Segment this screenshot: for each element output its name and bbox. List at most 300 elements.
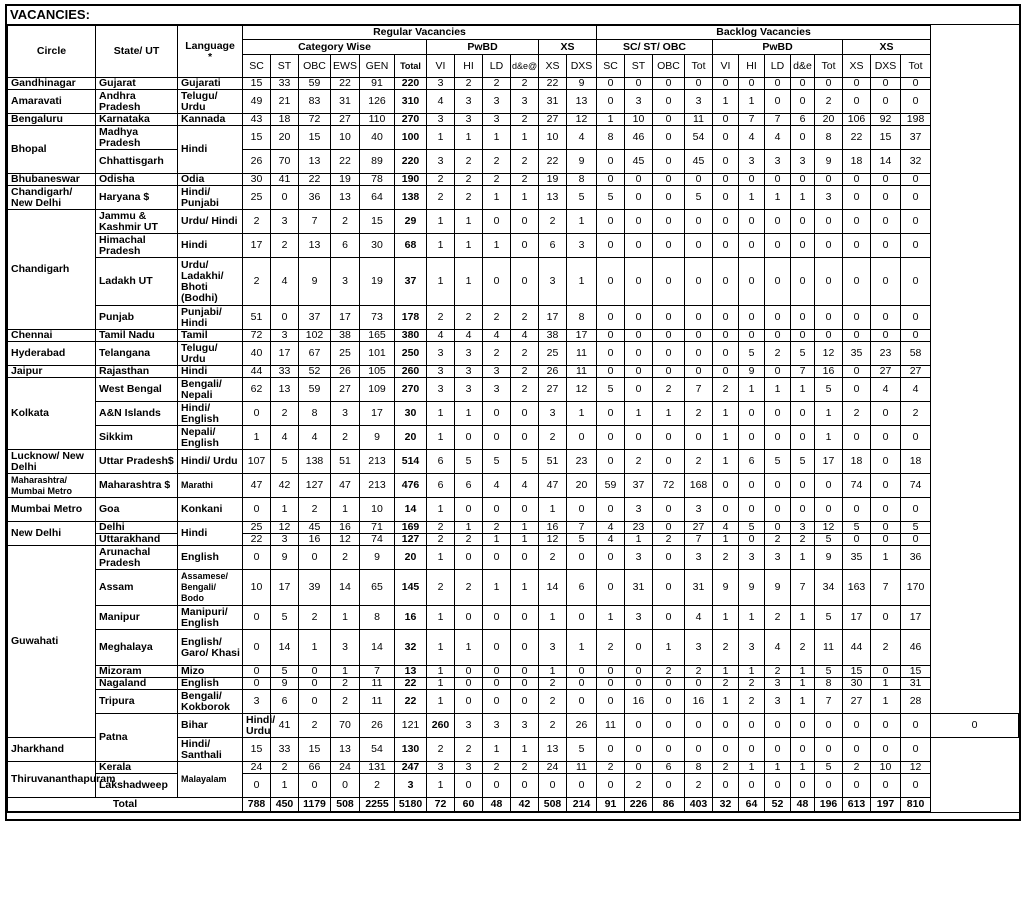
value-cell: 0 (243, 546, 271, 570)
value-cell: 17 (331, 306, 360, 330)
value-cell: 1 (625, 534, 653, 546)
value-cell: 23 (871, 342, 901, 366)
value-cell: 8 (299, 402, 331, 426)
value-cell: 3 (625, 606, 653, 630)
value-cell: 2 (483, 78, 511, 90)
total-value-cell: 1179 (299, 798, 331, 812)
value-cell: 0 (901, 234, 931, 258)
value-cell: 1 (713, 426, 739, 450)
value-cell: 3 (427, 762, 455, 774)
table-row (8, 774, 1019, 798)
value-cell: 2 (427, 306, 455, 330)
language-cell: Hindi/ Urdu (243, 714, 271, 738)
value-cell: 1 (871, 678, 901, 690)
value-cell: 0 (511, 630, 539, 666)
value-cell: 10 (539, 126, 567, 150)
value-cell: 1 (427, 126, 455, 150)
value-cell: 0 (843, 366, 871, 378)
value-cell: 2 (455, 174, 483, 186)
value-cell: 2 (427, 174, 455, 186)
value-cell: 0 (685, 258, 713, 306)
value-cell: 37 (395, 258, 427, 306)
value-cell: 2 (271, 402, 299, 426)
value-cell: 0 (871, 666, 901, 678)
value-cell: 0 (653, 426, 685, 450)
value-cell: 0 (597, 690, 625, 714)
value-cell: 1 (243, 426, 271, 450)
value-cell: 1 (713, 690, 739, 714)
value-cell: 0 (931, 714, 1019, 738)
value-cell: 1 (511, 522, 539, 534)
value-cell: 0 (597, 174, 625, 186)
value-cell: 0 (653, 546, 685, 570)
value-cell: 66 (299, 762, 331, 774)
value-cell: 2 (539, 210, 567, 234)
value-cell: 0 (653, 186, 685, 210)
value-cell: 3 (427, 342, 455, 366)
value-cell: 2 (271, 762, 299, 774)
value-cell: 1 (455, 258, 483, 306)
value-cell: 3 (765, 690, 791, 714)
table-row (8, 678, 1019, 690)
value-cell: 138 (299, 450, 331, 474)
value-cell: 3 (243, 690, 271, 714)
value-cell: 0 (455, 774, 483, 798)
language-cell: Hindi/ Urdu (178, 450, 243, 474)
value-cell: 2 (427, 186, 455, 210)
value-cell: 0 (713, 234, 739, 258)
table-row (8, 570, 1019, 606)
value-cell: 0 (739, 474, 765, 498)
value-cell: 0 (765, 258, 791, 306)
value-cell: 0 (815, 474, 843, 498)
value-cell: 11 (685, 114, 713, 126)
value-cell: 0 (653, 690, 685, 714)
total-value-cell: 196 (815, 798, 843, 812)
value-cell: 2 (713, 678, 739, 690)
value-cell: 14 (395, 498, 427, 522)
value-cell: 0 (815, 714, 843, 738)
value-cell: 6 (739, 450, 765, 474)
total-value-cell: 2255 (360, 798, 395, 812)
value-cell: 0 (653, 114, 685, 126)
value-cell: 1 (427, 234, 455, 258)
value-cell: 0 (625, 186, 653, 210)
value-cell: 9 (765, 570, 791, 606)
value-cell: 0 (597, 150, 625, 174)
value-cell: 3 (455, 90, 483, 114)
value-cell: 0 (791, 774, 815, 798)
value-cell: 0 (597, 546, 625, 570)
value-cell: 0 (871, 186, 901, 210)
value-cell: 4 (511, 330, 539, 342)
value-cell: 0 (871, 738, 901, 762)
value-cell: 0 (625, 426, 653, 450)
value-cell: 1 (713, 402, 739, 426)
value-cell: 8 (597, 126, 625, 150)
table-row (8, 522, 1019, 534)
value-cell: 213 (360, 450, 395, 474)
table-row (8, 186, 1019, 210)
value-cell: 31 (331, 90, 360, 114)
table-row (8, 546, 1019, 570)
value-cell: 20 (271, 126, 299, 150)
value-cell: 0 (653, 522, 685, 534)
state-cell: Tamil Nadu (96, 330, 178, 342)
value-cell: 105 (360, 366, 395, 378)
value-cell: 0 (625, 330, 653, 342)
value-cell: 44 (843, 630, 871, 666)
value-cell: 0 (625, 78, 653, 90)
value-cell: 5 (271, 450, 299, 474)
value-cell: 9 (739, 570, 765, 606)
value-cell: 0 (843, 210, 871, 234)
value-cell: 3 (739, 546, 765, 570)
value-cell: 1 (511, 534, 539, 546)
header-state: State/ UT (96, 26, 178, 78)
value-cell: 0 (901, 174, 931, 186)
value-cell: 2 (685, 402, 713, 426)
value-cell: 2 (685, 450, 713, 474)
total-value-cell: 197 (871, 798, 901, 812)
value-cell: 1 (511, 186, 539, 210)
value-cell: 12 (331, 534, 360, 546)
value-cell: 1 (739, 90, 765, 114)
value-cell: 18 (271, 114, 299, 126)
value-cell: 3 (511, 90, 539, 114)
value-cell: 0 (765, 366, 791, 378)
value-cell: 3 (455, 342, 483, 366)
value-cell: 0 (653, 366, 685, 378)
value-cell: 59 (299, 378, 331, 402)
value-cell: 310 (395, 90, 427, 114)
state-cell: Delhi (96, 522, 178, 534)
value-cell: 15 (843, 666, 871, 678)
value-cell: 7 (791, 366, 815, 378)
value-cell: 1 (539, 606, 567, 630)
value-cell: 3 (483, 114, 511, 126)
value-cell: 5 (567, 738, 597, 762)
value-cell: 9 (567, 150, 597, 174)
value-cell: 2 (511, 342, 539, 366)
value-cell: 0 (455, 606, 483, 630)
value-cell: 3 (539, 630, 567, 666)
value-cell: 3 (739, 150, 765, 174)
value-cell: 0 (653, 714, 685, 738)
value-cell: 0 (653, 306, 685, 330)
value-cell: 30 (360, 234, 395, 258)
value-cell: 1 (713, 666, 739, 678)
value-cell: 0 (299, 546, 331, 570)
value-cell: 0 (625, 666, 653, 678)
subheader-backlog-col: Tot (815, 55, 843, 78)
value-cell: 0 (685, 342, 713, 366)
subheader-regular-col: DXS (567, 55, 597, 78)
table-row (8, 78, 1019, 90)
value-cell: 3 (483, 378, 511, 402)
value-cell: 24 (243, 762, 271, 774)
value-cell: 2 (815, 90, 843, 114)
language-cell: Malayalam (178, 762, 243, 798)
value-cell: 0 (815, 498, 843, 522)
value-cell: 83 (299, 90, 331, 114)
circle-cell: Patna (96, 714, 178, 762)
value-cell: 0 (713, 114, 739, 126)
value-cell: 2 (597, 630, 625, 666)
value-cell: 0 (871, 330, 901, 342)
value-cell: 1 (427, 666, 455, 678)
circle-cell: Mumbai Metro (8, 498, 96, 522)
circle-cell: Bhubaneswar (8, 174, 96, 186)
value-cell: 41 (271, 174, 299, 186)
value-cell: 0 (597, 678, 625, 690)
value-cell: 2 (511, 306, 539, 330)
value-cell: 0 (653, 234, 685, 258)
value-cell: 54 (685, 126, 713, 150)
header-backlog-xs: XS (843, 40, 931, 55)
table-row (8, 426, 1019, 450)
subheader-backlog-col: OBC (653, 55, 685, 78)
value-cell: 26 (539, 366, 567, 378)
value-cell: 0 (455, 678, 483, 690)
value-cell: 0 (901, 210, 931, 234)
value-cell: 15 (243, 738, 271, 762)
subheader-backlog-col: Tot (685, 55, 713, 78)
value-cell: 0 (765, 774, 791, 798)
value-cell: 9 (299, 258, 331, 306)
value-cell: 1 (567, 258, 597, 306)
value-cell: 0 (653, 258, 685, 306)
value-cell: 9 (271, 546, 299, 570)
language-cell: Hindi/ English (178, 402, 243, 426)
value-cell: 2 (299, 498, 331, 522)
state-cell: West Bengal (96, 378, 178, 402)
value-cell: 1 (427, 426, 455, 450)
value-cell: 0 (299, 774, 331, 798)
value-cell: 2 (597, 762, 625, 774)
value-cell: 0 (791, 738, 815, 762)
total-value-cell: 86 (653, 798, 685, 812)
value-cell: 163 (843, 570, 871, 606)
value-cell: 2 (765, 606, 791, 630)
value-cell: 0 (815, 258, 843, 306)
value-cell: 8 (567, 174, 597, 186)
value-cell: 26 (243, 150, 271, 174)
value-cell: 25 (539, 342, 567, 366)
value-cell: 6 (271, 690, 299, 714)
value-cell: 4 (597, 534, 625, 546)
table-row (8, 690, 1019, 714)
value-cell: 0 (625, 258, 653, 306)
value-cell: 7 (871, 570, 901, 606)
value-cell: 92 (871, 114, 901, 126)
value-cell: 12 (901, 762, 931, 774)
value-cell: 178 (395, 306, 427, 330)
total-value-cell: 60 (455, 798, 483, 812)
value-cell: 0 (765, 738, 791, 762)
value-cell: 106 (843, 114, 871, 126)
value-cell: 3 (271, 330, 299, 342)
value-cell: 0 (843, 498, 871, 522)
value-cell: 2 (685, 666, 713, 678)
value-cell: 0 (483, 210, 511, 234)
value-cell: 3 (511, 714, 539, 738)
value-cell: 0 (791, 258, 815, 306)
value-cell: 0 (483, 426, 511, 450)
state-cell: Madhya Pradesh (96, 126, 178, 150)
value-cell: 27 (843, 690, 871, 714)
value-cell: 4 (901, 378, 931, 402)
value-cell: 0 (653, 90, 685, 114)
language-cell: Odia (178, 174, 243, 186)
value-cell: 3 (455, 114, 483, 126)
value-cell: 7 (739, 114, 765, 126)
value-cell: 31 (625, 570, 653, 606)
value-cell: 13 (539, 186, 567, 210)
value-cell: 1 (427, 210, 455, 234)
circle-cell: Bhopal (8, 126, 96, 174)
value-cell: 2 (455, 186, 483, 210)
value-cell: 45 (299, 522, 331, 534)
value-cell: 2 (483, 174, 511, 186)
value-cell: 1 (739, 606, 765, 630)
value-cell: 72 (653, 474, 685, 498)
value-cell: 0 (739, 498, 765, 522)
value-cell: 4 (597, 522, 625, 534)
value-cell: 11 (360, 678, 395, 690)
value-cell: 0 (901, 426, 931, 450)
value-cell: 0 (871, 210, 901, 234)
value-cell: 27 (685, 522, 713, 534)
value-cell: 43 (243, 114, 271, 126)
value-cell: 46 (901, 630, 931, 666)
total-value-cell: 226 (625, 798, 653, 812)
value-cell: 0 (625, 762, 653, 774)
subheader-regular-col: OBC (299, 55, 331, 78)
value-cell: 0 (511, 666, 539, 678)
value-cell: 0 (791, 234, 815, 258)
value-cell: 2 (511, 174, 539, 186)
language-cell: English (178, 546, 243, 570)
value-cell: 0 (597, 774, 625, 798)
value-cell: 0 (739, 330, 765, 342)
value-cell: 30 (243, 174, 271, 186)
value-cell: 2 (713, 378, 739, 402)
value-cell: 5 (765, 450, 791, 474)
state-cell: Tripura (96, 690, 178, 714)
value-cell: 20 (395, 546, 427, 570)
value-cell: 0 (739, 78, 765, 90)
value-cell: 1 (713, 534, 739, 546)
subheader-regular-col: ST (271, 55, 299, 78)
value-cell: 0 (455, 498, 483, 522)
subheader-backlog-col: VI (713, 55, 739, 78)
value-cell: 2 (427, 738, 455, 762)
total-label: Total (8, 798, 243, 812)
value-cell: 10 (625, 114, 653, 126)
value-cell: 37 (625, 474, 653, 498)
value-cell: 0 (843, 306, 871, 330)
value-cell: 0 (871, 774, 901, 798)
value-cell: 0 (791, 210, 815, 234)
subheader-regular-col: GEN (360, 55, 395, 78)
value-cell: 0 (455, 546, 483, 570)
total-value-cell: 72 (427, 798, 455, 812)
subheader-backlog-col: ST (625, 55, 653, 78)
value-cell: 0 (625, 174, 653, 186)
value-cell: 0 (713, 474, 739, 498)
value-cell: 3 (625, 498, 653, 522)
value-cell: 1 (427, 630, 455, 666)
value-cell: 28 (901, 690, 931, 714)
value-cell: 5 (791, 450, 815, 474)
value-cell: 1 (739, 378, 765, 402)
value-cell: 270 (395, 114, 427, 126)
value-cell: 0 (567, 426, 597, 450)
state-cell: Chhattisgarh (96, 150, 178, 174)
value-cell: 5 (815, 606, 843, 630)
value-cell: 17 (539, 306, 567, 330)
value-cell: 2 (685, 774, 713, 798)
value-cell: 26 (360, 714, 395, 738)
value-cell: 0 (299, 690, 331, 714)
value-cell: 33 (271, 366, 299, 378)
value-cell: 0 (791, 498, 815, 522)
value-cell: 22 (539, 78, 567, 90)
value-cell: 0 (653, 174, 685, 186)
state-cell: Assam (96, 570, 178, 606)
value-cell: 0 (653, 78, 685, 90)
value-cell: 14 (271, 630, 299, 666)
table-row (8, 150, 1019, 174)
circle-cell: Kolkata (8, 378, 96, 450)
value-cell: 4 (271, 258, 299, 306)
value-cell: 1 (713, 90, 739, 114)
value-cell: 9 (567, 78, 597, 90)
language-cell: Urdu/ Hindi (178, 210, 243, 234)
circle-cell: Chandigarh/ New Delhi (8, 186, 96, 210)
value-cell: 17 (271, 342, 299, 366)
value-cell: 22 (395, 690, 427, 714)
header-regular-xs: XS (539, 40, 597, 55)
value-cell: 32 (395, 630, 427, 666)
value-cell: 38 (331, 330, 360, 342)
value-cell: 138 (395, 186, 427, 210)
state-cell: Odisha (96, 174, 178, 186)
value-cell: 2 (791, 630, 815, 666)
value-cell: 1 (455, 630, 483, 666)
table-footer-line (7, 812, 1019, 819)
value-cell: 1 (427, 774, 455, 798)
value-cell: 2 (427, 522, 455, 534)
value-cell: 0 (739, 534, 765, 546)
value-cell: 4 (871, 378, 901, 402)
language-cell: Gujarati (178, 78, 243, 90)
value-cell: 18 (843, 450, 871, 474)
value-cell: 47 (331, 474, 360, 498)
value-cell: 17 (843, 606, 871, 630)
value-cell: 15 (243, 78, 271, 90)
value-cell: 2 (331, 426, 360, 450)
table-row (8, 450, 1019, 474)
value-cell: 7 (567, 522, 597, 534)
table-row (8, 762, 1019, 774)
value-cell: 130 (395, 738, 427, 762)
subheader-regular-col: LD (483, 55, 511, 78)
value-cell: 34 (815, 570, 843, 606)
value-cell: 0 (625, 210, 653, 234)
value-cell: 4 (483, 474, 511, 498)
